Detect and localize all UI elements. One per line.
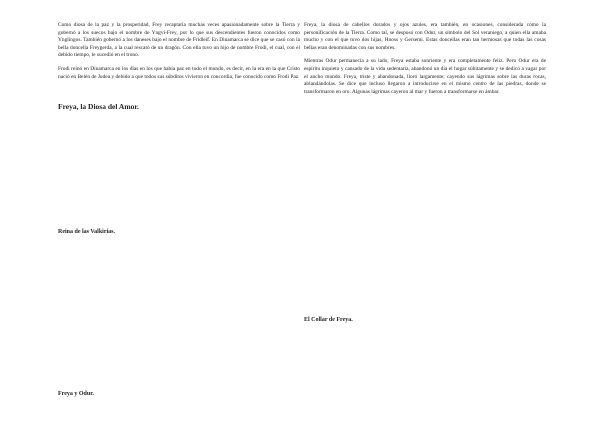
- section-heading-freya: Freya, la Diosa del Amor.: [58, 102, 139, 112]
- section-heading-odur: Freya y Odur.: [58, 391, 94, 398]
- right-column: [304, 22, 546, 330]
- unreadable-text-block: [304, 102, 546, 317]
- paragraph: Freya, la diosa de cabellos dorados y ojos azules, era también, en ocasiones, considerada como la personificación de la Tierra. Como tal, se desposó con Odur, un símbolo del Sol veraniego, a quien ella amaba mucho y con el que tuvo dos hijas, Hnoss y Gersemi. Estas doncellas eran tan hermosas que todas las cosas bellas eran denominadas con sus nombres.: [304, 22, 546, 51]
- section-heading-collar: El Collar de Freya.: [304, 317, 353, 324]
- unreadable-text-block: [58, 119, 300, 229]
- paragraph: Mientras Odur permanecía a su lado, Freya estaba sonriente y era completamente feliz. Pero Odur era de espíritu inquieto y cansado de la vida sedentaria, abandonó un día el hogar súbitamente y se dedicó a vagar por el ancho mundo. Freya, triste y abandonada, lloró largamente; cayendo sus lágrimas sobre las duras rocas, ablandándolas. Se dice que incluso llegaron a introducirse en el mismo centro de las piedras, donde se transformaron en oro. Algunas lágrimas cayeron al mar y fueron a transformarse en ámbar.: [304, 58, 546, 95]
- left-column: [58, 22, 300, 404]
- section-heading-valkirias: Reina de las Valkirias.: [58, 228, 116, 235]
- paragraph: Como diosa de la paz y la prosperidad, Frey recaptaría muchas veces apasionadamente sobre la Tierra y gobernó a los suecos bajo el nombre de Yngvi-Frey, por lo que sus descendientes fueron conocidos como Ynglingos. También gobernó a los daneses bajo el nombre de Fridleif. En Dinamarca se dice que se casó con la bella doncella Freygerda, a la cual rescató de un dragón. Con ella tuvo un hijo de nombre Frodi, el cual, con el debido tiempo, le sucedió en el trono.: [58, 22, 300, 59]
- paragraph: Frodi reinó en Dinamarca en los días en los que había paz en todo el mundo, es decir, en la era en la que Cristo nació en Belén de Judea y debido a que todos sus súbditos vivieron en concordia, fue conocido como Frodi Paz.: [58, 65, 300, 80]
- unreadable-text-block: [58, 241, 300, 391]
